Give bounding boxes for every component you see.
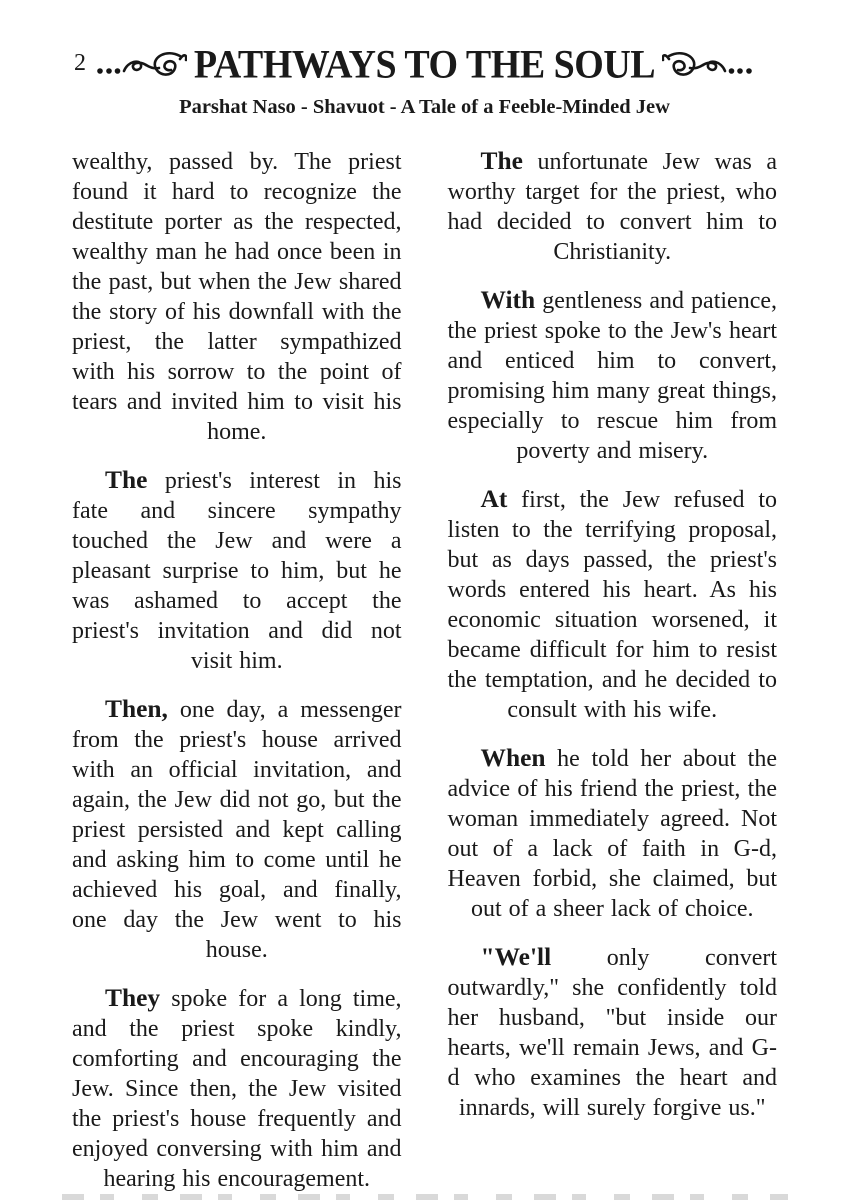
paragraph-lead: When — [480, 743, 546, 772]
paragraph-lead: They — [105, 983, 161, 1012]
flourish-left-icon — [95, 50, 187, 80]
flourish-right-icon — [662, 50, 754, 80]
paragraph-text: priest's interest in his fate and sincere sympathy touched the Jew and were a pleasant surprise to him, but he was ashamed to accept the priest's invitation and did not visit him. — [72, 468, 402, 674]
paragraph — [448, 484, 778, 725]
paragraph-text: only convert outwardly," she confidently told her husband, "but inside our hearts, we'll remain Jews, and G-d who examines the heart and innards, will surely forgive us." — [447, 945, 777, 1121]
two-column-text — [72, 146, 777, 1200]
paragraph — [72, 694, 402, 965]
page-number: 2 — [74, 50, 86, 76]
paragraph-text: first, the Jew refused to listen to the terrifying proposal, but as days passed, the priest's words entered his heart. As his economic situation worsened, it became difficult for him to resist the temptation, and he decided to consult with his wife. — [447, 487, 777, 723]
paragraph-text: wealthy, passed by. The priest found it hard to recognize the destitute porter as the respected, wealthy man he had once been in the past, but when the Jew shared the story of his downfall with the priest, the latter sympathized with his sorrow to the point of tears and invited him to visit his home. — [72, 149, 402, 445]
paragraph-lead: The — [480, 146, 523, 175]
paragraph — [448, 146, 778, 267]
paragraph — [448, 942, 778, 1123]
paragraph-lead: At — [480, 484, 508, 513]
paragraph — [72, 983, 402, 1194]
paragraph-text: unfortunate Jew was a worthy target for the priest, who had decided to convert him to Christianity. — [447, 149, 777, 265]
paragraph — [448, 285, 778, 466]
paragraph-lead: With — [480, 285, 536, 314]
paragraph-text: gentleness and patience, the priest spoke to the Jew's heart and enticed him to convert, promising him many great things, especially to rescue him from poverty and misery. — [447, 288, 778, 464]
paragraph-text: one day, a messenger from the priest's house arrived with an official invitation, and again, the Jew did not go, but the priest persisted and kept calling and asking him to come until he achieved his goal, and finally, one day the Jew went to his house. — [72, 697, 402, 963]
paragraph — [72, 465, 402, 676]
page-header — [72, 40, 777, 119]
title-row — [72, 40, 777, 90]
paragraph-lead: The — [105, 465, 148, 494]
page-subtitle: Parshat Naso - Shavuot - A Tale of a Feeble-Minded Jew — [179, 96, 670, 118]
paragraph-text: he told her about the advice of his friend the priest, the woman immediately agreed. Not out of a lack of faith in G-d, Heaven forbid, she claimed, but out of a sheer lack of choice. — [447, 746, 777, 922]
paragraph — [72, 146, 402, 447]
page-bottom-cutoff-line — [62, 1194, 788, 1200]
left-column — [72, 146, 402, 1200]
right-column — [448, 146, 778, 1200]
paragraph — [448, 743, 778, 924]
paragraph-lead: "We'll — [480, 942, 552, 971]
paragraph-text: spoke for a long time, and the priest spoke kindly, comforting and encouraging the Jew. Since then, the Jew visited the priest's house frequently and enjoyed conversing with him and hearing his encouragement. — [72, 986, 402, 1192]
page-title: PATHWAYS TO THE SOUL — [193, 42, 656, 88]
paragraph-lead: Then, — [105, 694, 168, 723]
